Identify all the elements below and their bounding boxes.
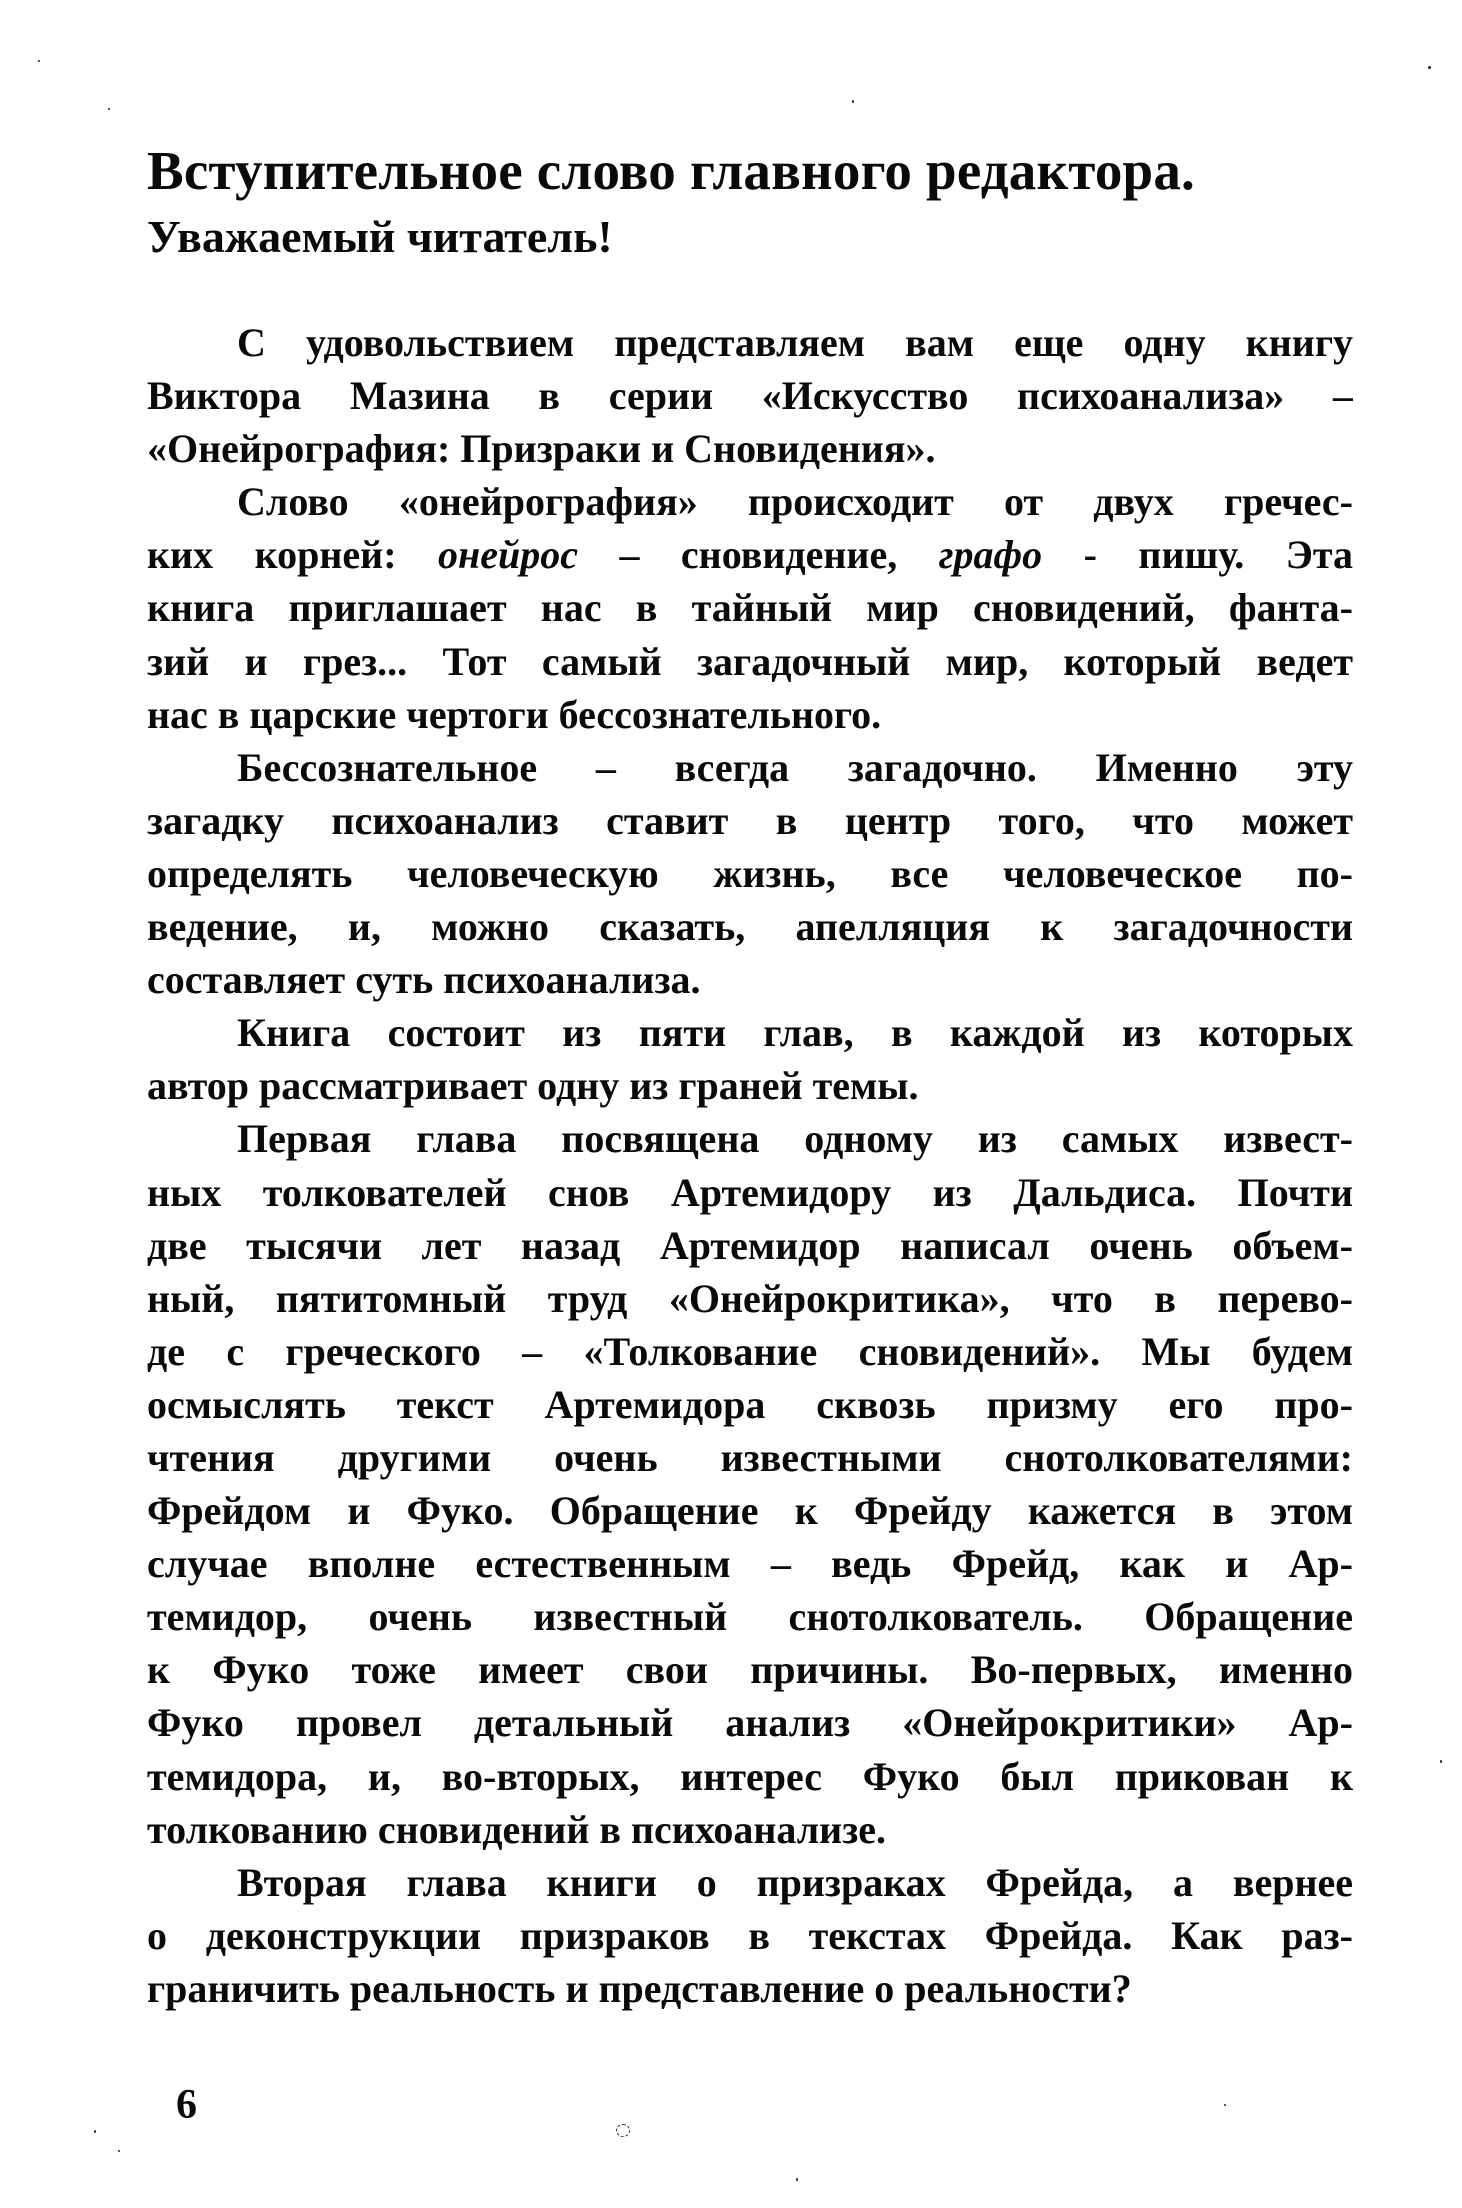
paragraph-6-line: граничить реальность и представление о реальности? <box>147 1965 1132 2011</box>
paragraph-5-line: темидор, очень известный снотолкователь. Обращение <box>147 1594 1353 1640</box>
scan-speck <box>1440 1760 1442 1763</box>
paragraph-5-line: толкованию сновидений в психоанализе. <box>147 1806 887 1852</box>
paragraph-5-line: темидора, и, во-вторых, интерес Фуко был прикован к <box>147 1753 1353 1799</box>
text-run: - пишу. Эта <box>1042 532 1353 578</box>
paragraph-5-line: случае вполне естественным – ведь Фрейд, как и Ар- <box>147 1541 1353 1587</box>
italic-term: онейрос <box>438 532 578 578</box>
paragraph-6-line: о деконструкции призраков в текстах Фрейда. Как раз- <box>147 1912 1353 1958</box>
paragraph-6-line: Вторая глава книги о призраках Фрейда, а вернее <box>237 1859 1353 1905</box>
paragraph-3-line: определять человеческую жизнь, все человеческое по- <box>147 850 1353 896</box>
paragraph-2-line: Слово «онейрография» происходит от двух гречес- <box>237 479 1353 525</box>
scan-speck <box>118 2150 120 2152</box>
paragraph-2-line <box>147 528 1353 581</box>
scan-speck <box>108 108 110 110</box>
paragraph-5-line: ных толкователей снов Артемидору из Дальдиса. Почти <box>147 1169 1353 1215</box>
scan-speck <box>1224 2104 1226 2106</box>
scan-speck <box>1428 66 1431 69</box>
paragraph-1-line: Виктора Мазина в серии «Искусство психоанализа» – <box>147 373 1353 419</box>
scan-artifact <box>616 2124 630 2137</box>
paragraph-5-line: Первая глава посвящена одному из самых извест- <box>237 1116 1353 1162</box>
paragraph-3-line: ведение, и, можно сказать, апелляция к загадочности <box>147 904 1353 950</box>
paragraph-3-line: Бессознательное – всегда загадочно. Именно эту <box>237 744 1353 790</box>
page-number: 6 <box>176 2082 197 2128</box>
paragraph-4-line: Книга состоит из пяти глав, в каждой из которых <box>237 1010 1353 1056</box>
scan-speck <box>38 60 40 62</box>
page-title: Вступительное слово главного редактора. <box>147 139 1195 201</box>
italic-term: графо <box>938 532 1043 578</box>
paragraph-1-line: С удовольствием представляем вам еще одну книгу <box>237 320 1353 365</box>
body-text <box>147 316 1353 2015</box>
paragraph-5-line: Фуко провел детальный анализ «Онейрокритики» Ар- <box>147 1700 1353 1746</box>
paragraph-4-line: автор рассматривает одну из граней темы. <box>147 1063 919 1109</box>
paragraph-1-line: «Онейрография: Призраки и Сновидения». <box>147 426 936 472</box>
paragraph-5-line: осмыслять текст Артемидора сквозь призму его про- <box>147 1381 1353 1427</box>
scan-speck <box>852 100 854 103</box>
salutation-heading: Уважаемый читатель! <box>147 211 613 262</box>
paragraph-3-line: загадку психоанализ ставит в центр того, что может <box>147 797 1353 843</box>
paragraph-5-line: де с греческого – «Толкование сновидений». Мы будем <box>147 1328 1353 1374</box>
paragraph-2-line: книга приглашает нас в тайный мир сновидений, фанта- <box>147 585 1353 631</box>
text-run: ких корней: <box>147 532 438 578</box>
paragraph-2-line: нас в царские чертоги бессознательного. <box>147 691 882 737</box>
paragraph-3-line: составляет суть психоанализа. <box>147 957 701 1003</box>
paragraph-5-line: две тысячи лет назад Артемидор написал очень объем- <box>147 1222 1353 1268</box>
text-run: – сновидение, <box>577 532 939 578</box>
scan-speck <box>94 2130 96 2133</box>
paragraph-5-line: чтения другими очень известными снотолкователями: <box>147 1434 1353 1480</box>
scan-speck <box>796 2178 798 2181</box>
paragraph-2-line: зий и грез... Тот самый загадочный мир, который ведет <box>147 638 1353 684</box>
paragraph-5-line: ный, пятитомный труд «Онейрокритика», что в перево- <box>147 1275 1353 1321</box>
paragraph-5-line: Фрейдом и Фуко. Обращение к Фрейду кажется в этом <box>147 1488 1353 1534</box>
paragraph-5-line: к Фуко тоже имеет свои причины. Во-первых, именно <box>147 1647 1353 1693</box>
